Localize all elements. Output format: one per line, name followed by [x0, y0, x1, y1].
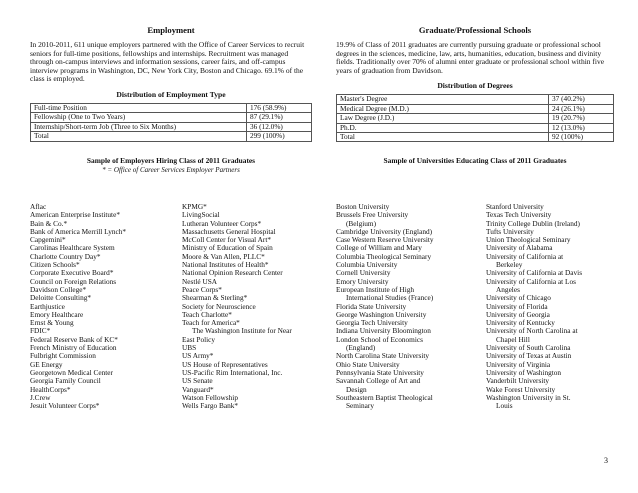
- list-item: (Belgium): [346, 218, 376, 228]
- list-item: US-Pacific Rim International, Inc.: [182, 367, 283, 377]
- list-item: Columbia University: [336, 260, 398, 270]
- list-item: Bain & Co.*: [30, 218, 68, 228]
- list-item: Carolinas Healthcare System: [30, 243, 115, 253]
- list-item: Fulbright Commission: [30, 351, 96, 361]
- list-item: American Enterprise Institute*: [30, 210, 120, 220]
- list-item: US Army*: [182, 351, 214, 361]
- list-item: University of Virginia: [486, 359, 551, 369]
- employment-table-title: Distribution of Employment Type: [116, 89, 226, 99]
- list-item: HealthCorps*: [30, 384, 71, 394]
- list-item: Deloitte Consulting*: [30, 293, 92, 303]
- list-item: Vanguard*: [182, 384, 214, 394]
- list-item: Design: [346, 384, 367, 394]
- list-item: McColl Center for Visual Art*: [182, 235, 272, 245]
- list-item: Savannah College of Art and: [336, 376, 421, 386]
- list-item: Stanford University: [486, 202, 544, 211]
- graduate-heading: Graduate/Professional Schools: [418, 25, 532, 35]
- employers-list-title: Sample of Employers Hiring Class of 2011 Graduates: [86, 155, 256, 165]
- list-item: Indiana University Bloomington: [336, 326, 431, 336]
- list-item: College of William and Mary: [336, 243, 422, 253]
- list-item: Wells Fargo Bank*: [182, 401, 239, 411]
- degrees-table-title: Distribution of Degrees: [437, 81, 513, 91]
- row-label: Ph.D.: [337, 123, 549, 132]
- list-item: Federal Reserve Bank of KC*: [30, 334, 118, 344]
- list-item: Bank of America Merrill Lynch*: [30, 226, 127, 236]
- list-item: Cornell University: [336, 268, 391, 278]
- table-row: [337, 133, 614, 142]
- list-item: (England): [346, 343, 376, 353]
- row-value: 299 (100%): [247, 132, 312, 141]
- row-label: Medical Degree (M.D.): [337, 104, 549, 113]
- employment-section: [30, 24, 312, 174]
- employment-type-table: [30, 103, 312, 142]
- list-item: Jesuit Volunteer Corps*: [30, 401, 100, 411]
- list-item: Louis: [496, 401, 513, 411]
- list-item: Earthjustice: [30, 301, 65, 311]
- employers-list-col2: [182, 203, 292, 410]
- list-item: UBS: [182, 343, 197, 353]
- list-item: Society for Neuroscience: [182, 301, 256, 311]
- list-item: KPMG*: [182, 202, 207, 211]
- list-item: GE Energy: [30, 359, 63, 369]
- row-label: Full-time Position: [31, 103, 247, 112]
- list-item: Moore & Van Allen, PLLC*: [182, 251, 265, 261]
- list-item: Pennsylvania State University: [336, 367, 424, 377]
- list-item: International Studies (France): [346, 293, 434, 303]
- list-item: University of Washington: [486, 367, 562, 377]
- list-item: University of South Carolina: [486, 343, 571, 353]
- list-item: Shearman & Sterling*: [182, 293, 248, 303]
- list-item: North Carolina State University: [336, 351, 430, 361]
- row-value: 36 (12.0%): [247, 122, 312, 131]
- list-item: French Ministry of Education: [30, 343, 117, 353]
- row-label: Master's Degree: [337, 95, 549, 104]
- list-item: Wake Forest University: [486, 384, 556, 394]
- table-row: [337, 95, 614, 104]
- list-item: Florida State University: [336, 301, 407, 311]
- list-item: Peace Corps*: [182, 284, 222, 294]
- list-item: University of Florida: [486, 301, 548, 311]
- degrees-table: [336, 94, 614, 142]
- list-item: J.Crew: [30, 392, 51, 402]
- list-item: Union Theological Seminary: [486, 235, 571, 245]
- table-row: [31, 132, 312, 141]
- list-item: Lutheran Volunteer Corps*: [182, 218, 262, 228]
- list-item: Ernst & Young: [30, 318, 74, 328]
- list-item: Georgetown Medical Center: [30, 367, 113, 377]
- row-label: Total: [31, 132, 247, 141]
- list-item: East Policy: [182, 334, 216, 344]
- list-item: Case Western Reserve University: [336, 235, 434, 245]
- list-item: Chapel Hill: [496, 334, 530, 344]
- row-label: Internship/Short-term Job (Three to Six Months): [31, 122, 247, 131]
- list-item: University of Alabama: [486, 243, 553, 253]
- list-item: Texas Tech University: [486, 210, 552, 220]
- list-item: Massachusetts General Hospital: [182, 226, 276, 236]
- list-item: European Institute of High: [336, 284, 415, 294]
- list-item: Ohio State University: [336, 359, 400, 369]
- row-label: Law Degree (J.D.): [337, 114, 549, 123]
- employers-list-col1: [30, 203, 126, 410]
- list-item: University of North Carolina at: [486, 326, 578, 336]
- list-item: University of Texas at Austin: [486, 351, 572, 361]
- list-item: National Opinion Research Center: [182, 268, 283, 278]
- list-item: Teach Charlotte*: [182, 309, 232, 319]
- graduate-intro: 19.9% of Class of 2011 graduates are currently pursuing graduate or professional school degrees in the sciences, medicine, law, arts, humanities, education, business and divinity fields. Traditionally over 70% of alumni enter graduate or professional school within five years of graduation from Davidson.: [336, 40, 605, 75]
- row-value: 37 (40.2%): [549, 95, 614, 104]
- list-item: University of California at: [486, 251, 564, 261]
- list-item: University of Kentucky: [486, 318, 555, 328]
- list-item: LivingSocial: [182, 210, 220, 220]
- list-item: University of California at Los: [486, 276, 576, 286]
- list-item: Council on Foreign Relations: [30, 276, 117, 286]
- list-item: Southeastern Baptist Theological: [336, 392, 433, 402]
- list-item: Boston University: [336, 202, 390, 211]
- list-item: Watson Fellowship: [182, 392, 238, 402]
- list-item: Georgia Family Council: [30, 376, 101, 386]
- employers-list-note: * = Office of Career Services Employer Partners: [102, 165, 240, 174]
- table-row: [337, 114, 614, 123]
- row-label: Total: [337, 133, 549, 142]
- list-item: George Washington University: [336, 309, 427, 319]
- list-item: US Senate: [182, 376, 213, 386]
- row-value: 87 (29.1%): [247, 113, 312, 122]
- row-value: 19 (20.7%): [549, 114, 614, 123]
- employment-heading: Employment: [147, 25, 195, 35]
- list-item: Washington University in St.: [486, 392, 571, 402]
- graduate-section: [336, 24, 614, 165]
- row-value: 92 (100%): [549, 133, 614, 142]
- table-row: [31, 113, 312, 122]
- list-item: Columbia Theological Seminary: [336, 251, 432, 261]
- universities-list-col1: [336, 203, 434, 410]
- list-item: London School of Economics: [336, 334, 423, 344]
- list-item: Emory Healthcare: [30, 309, 84, 319]
- list-item: Berkeley: [496, 260, 523, 270]
- row-value: 176 (58.9%): [247, 103, 312, 112]
- list-item: Vanderbilt University: [486, 376, 550, 386]
- list-item: Citizen Schools*: [30, 260, 80, 270]
- list-item: Seminary: [346, 401, 374, 411]
- list-item: Capgemini*: [30, 235, 66, 245]
- list-item: Georgia Tech University: [336, 318, 408, 328]
- list-item: Tufts University: [486, 226, 534, 236]
- employment-intro: In 2010-2011, 611 unique employers partnered with the Office of Career Services to recruit seniors for full-time positions, fellowships and internships. Recruitment was managed through on-campus interviews and information sessions, career fairs, and off-campus interview programs in Washington, DC, New York City, Boston and Chicago. 69.1% of the class is employed.: [30, 40, 305, 84]
- list-item: Brussels Free University: [336, 210, 409, 220]
- list-item: Ministry of Education of Spain: [182, 243, 273, 253]
- list-item: Teach for America*: [182, 318, 240, 328]
- universities-list-title: Sample of Universities Educating Class of 2011 Graduates: [383, 156, 567, 166]
- list-item: University of Chicago: [486, 293, 551, 303]
- list-item: FDIC*: [30, 326, 51, 336]
- list-item: Emory University: [336, 276, 389, 286]
- page-number: 3: [604, 456, 608, 465]
- list-item: Cambridge University (England): [336, 226, 433, 236]
- list-item: Corporate Executive Board*: [30, 268, 114, 278]
- list-item: Charlotte Country Day*: [30, 251, 101, 261]
- row-value: 24 (26.1%): [549, 104, 614, 113]
- list-item: Davidson College*: [30, 284, 87, 294]
- list-item: University of California at Davis: [486, 268, 583, 278]
- universities-list-col2: [486, 203, 582, 410]
- list-item: Angeles: [496, 284, 520, 294]
- row-value: 12 (13.0%): [549, 123, 614, 132]
- list-item: University of Georgia: [486, 309, 550, 319]
- list-item: Trinity College Dublin (Ireland): [486, 218, 580, 228]
- row-label: Fellowship (One to Two Years): [31, 113, 247, 122]
- list-item: US House of Representatives: [182, 359, 268, 369]
- list-item: Aflac: [30, 202, 47, 211]
- list-item: The Washington Institute for Near: [192, 326, 292, 336]
- list-item: National Institutes of Health*: [182, 260, 269, 270]
- list-item: Nestlé USA: [182, 276, 218, 286]
